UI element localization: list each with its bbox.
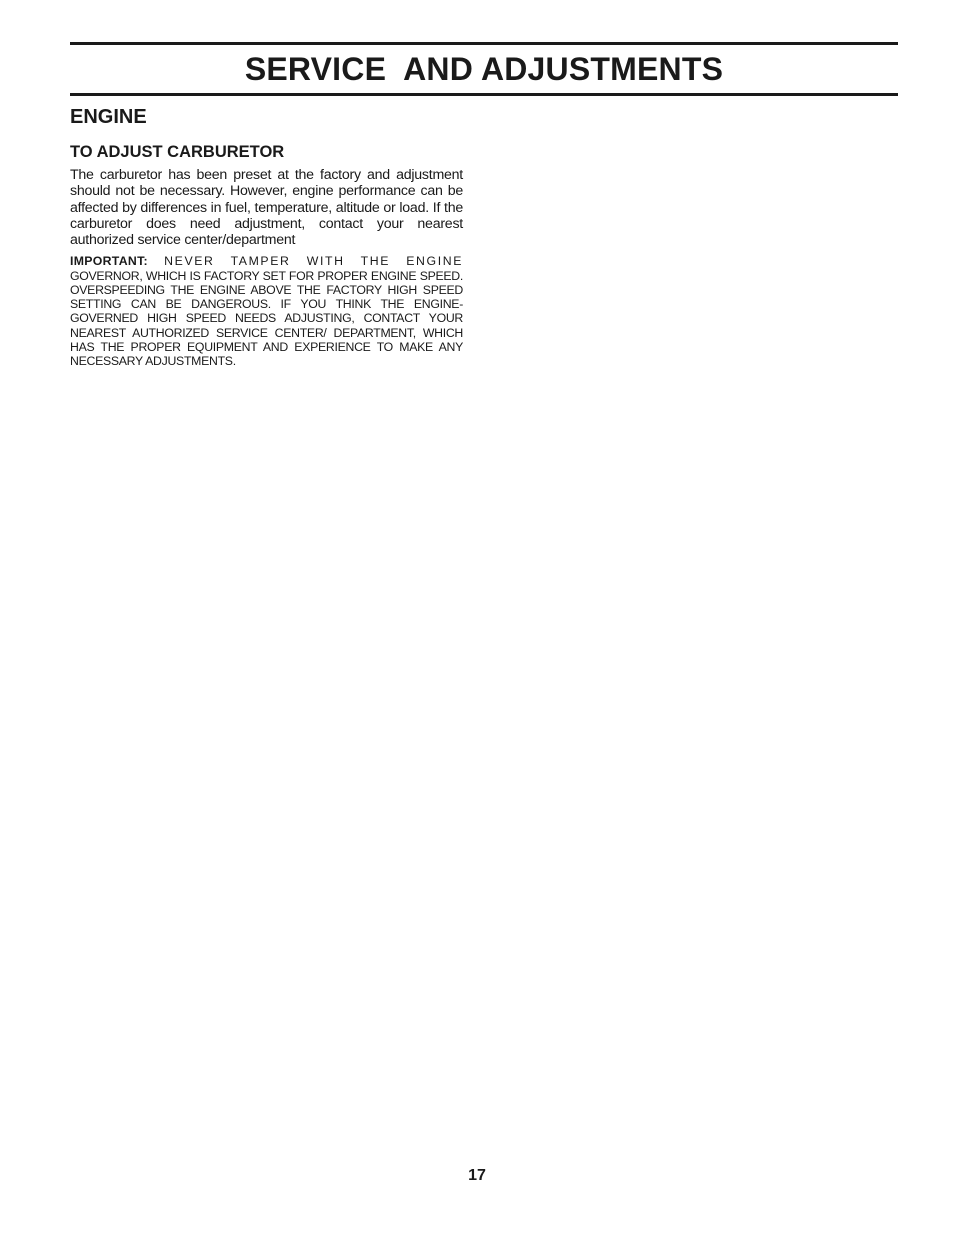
- subsection-heading: TO ADJUST CARBURETOR: [70, 143, 285, 161]
- engine-section: [70, 104, 463, 368]
- important-label: IMPORTANT:: [70, 254, 148, 269]
- page-number: 17: [468, 1167, 486, 1184]
- important-lead-text: NEVER TAMPER WITH THE ENGINE: [147, 254, 463, 269]
- carburetor-paragraph: The carburetor has been preset at the factory and adjustment should not be necessary. However, engine performance can be affected by differences in fuel, temperature, altitude or load. If the carburetor does need adjustment, contact your nearest authorized service center/department: [70, 167, 463, 249]
- important-notice: [70, 254, 463, 368]
- section-heading: ENGINE: [70, 106, 147, 128]
- page-title: SERVICE AND ADJUSTMENTS: [244, 51, 724, 87]
- important-text: GOVERNOR, WHICH IS FACTORY SET FOR PROPER ENGINE SPEED. OVERSPEEDING THE ENGINE ABOVE THE FACTORY HIGH SPEED SETTING CAN BE DANGEROUS. IF YOU THINK THE ENGINE-GOVERNED HIGH SPEED NEEDS ADJUSTING, CONTACT YOUR NEAREST AUTHORIZED SERVICE CENTER/ DEPARTMENT, WHICH HAS THE PROPER EQUIPMENT AND EXPERIENCE TO MAKE ANY NECESSARY ADJUSTMENTS.: [70, 268, 463, 368]
- page-header: [70, 42, 898, 96]
